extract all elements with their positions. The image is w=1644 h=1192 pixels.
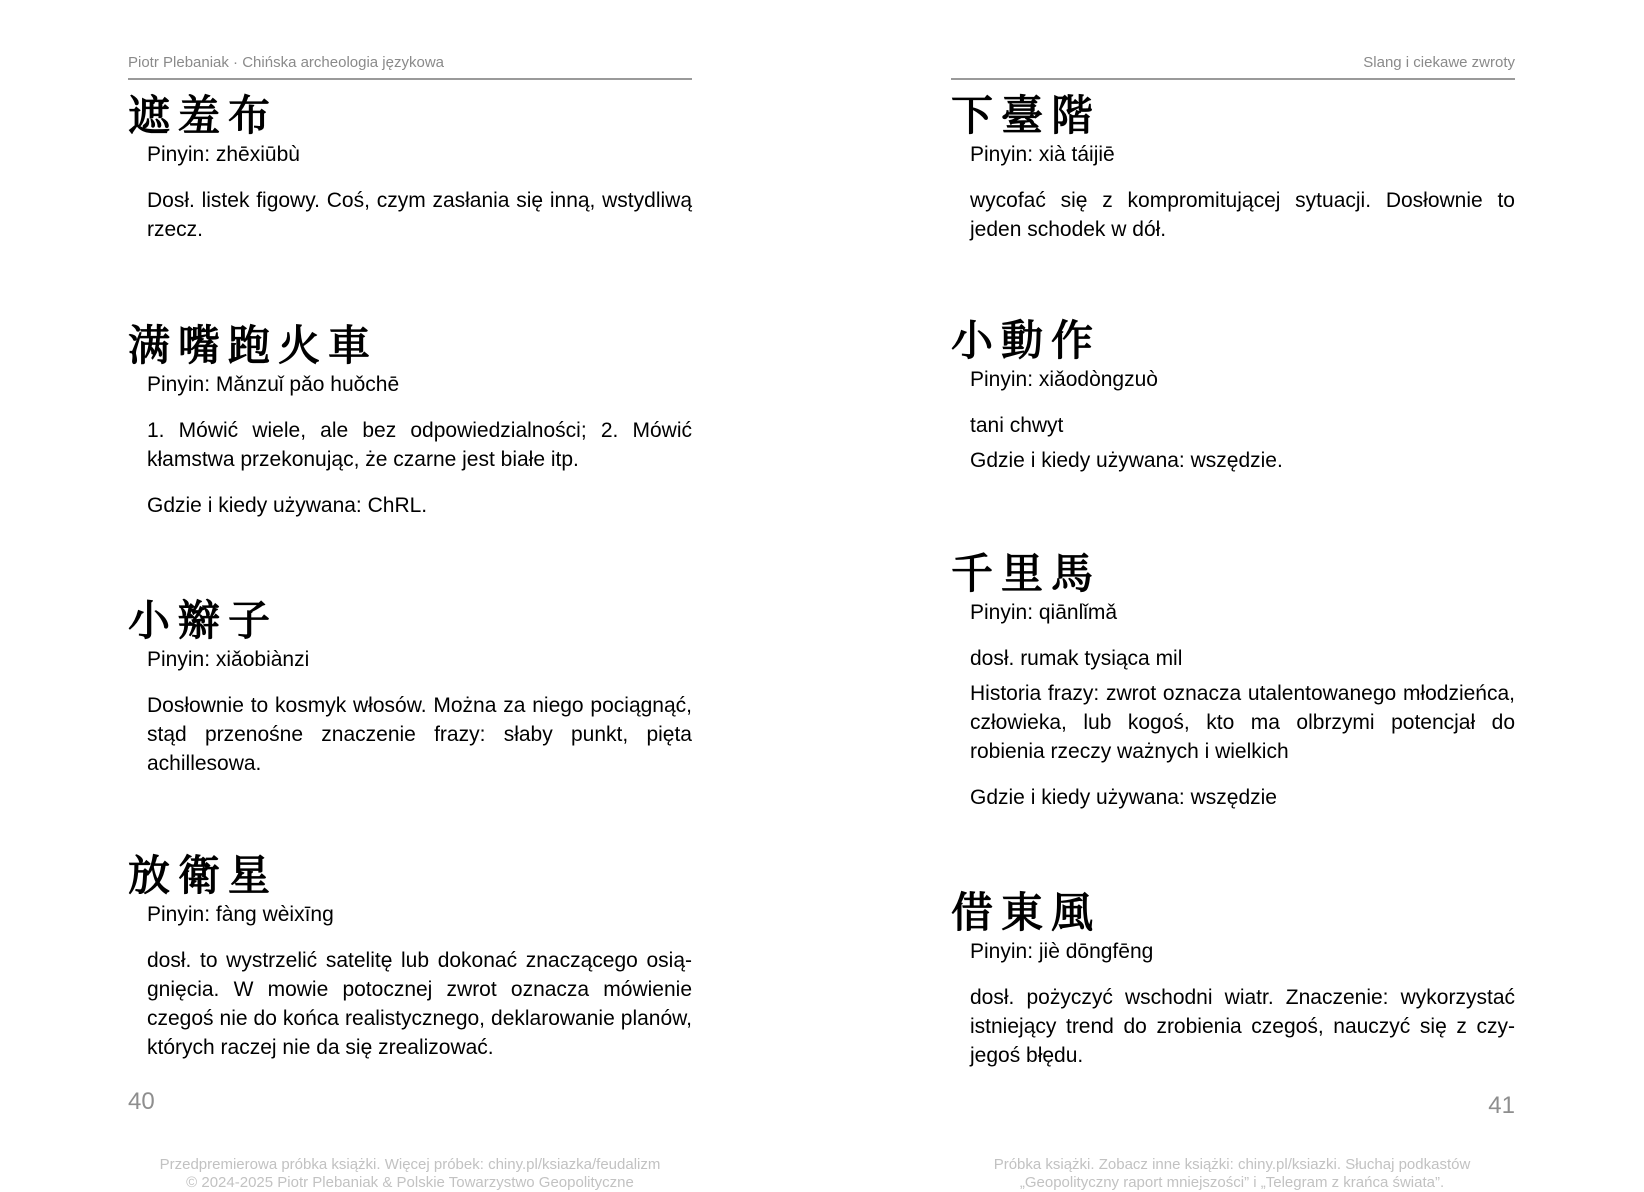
- entry-definition: dosł. to wystrzelić satelitę lub dokonać znaczącego osiągnięcia. W mowie potocznej zwrot oznacza mówienie czegoś nie do końca realistycznego, deklarowanie planów, których raczej nie da się zrealizować.: [147, 949, 692, 1059]
- entry-hanzi: 下臺階: [951, 91, 1102, 140]
- entry-pinyin: Pinyin: qiānlǐmǎ: [970, 601, 1118, 624]
- entry-pinyin: Pinyin: xià táijiē: [970, 143, 1115, 166]
- entry-hanzi: 遮羞布: [128, 91, 279, 140]
- entry-definition: wycofać się z kompromitującej sytuacji. Dosłownie to jeden schodek w dół.: [970, 189, 1515, 241]
- entry-usage: Gdzie i kiedy używana: wszędzie.: [970, 449, 1283, 472]
- footer-line: Próbka książki. Zobacz inne książki: chiny.pl/ksiazki. Słuchaj podkastów: [993, 1156, 1471, 1173]
- header-rule-left: [128, 78, 692, 80]
- footer-notice-left: [100, 1156, 720, 1192]
- entry-definition: Dosłownie to kosmyk włosów. Można za niego pociągnąć, stąd przenośne znaczenie frazy: słaby punkt, pięta achillesowa.: [147, 694, 692, 775]
- entry: [128, 92, 692, 244]
- running-head-left: Piotr Plebaniak · Chińska archeologia językowa: [128, 54, 444, 71]
- entry-usage: Gdzie i kiedy używana: ChRL.: [147, 494, 428, 517]
- entry-definition: Dosł. listek figowy. Coś, czym zasłania się inną, wstydliwą rzecz.: [147, 189, 692, 241]
- entry-hanzi: 小動作: [951, 316, 1102, 365]
- right-page: [822, 0, 1644, 1191]
- footer-line: Przedpremierowa próbka książki. Więcej próbek: chiny.pl/ksiazka/feudalizm: [159, 1156, 661, 1173]
- entry-hanzi: 放衛星: [128, 851, 279, 900]
- footer-notice-right: [932, 1156, 1532, 1192]
- entry: [128, 597, 692, 778]
- entry: [951, 92, 1515, 244]
- entry-hanzi: 满嘴跑火車: [128, 321, 379, 370]
- footer-line: „Geopolityczny raport mniejszości” i „Telegram z krańca świata”.: [1019, 1174, 1445, 1191]
- entry-pinyin: Pinyin: jiè dōngfēng: [970, 940, 1154, 963]
- running-head-right: Slang i ciekawe zwroty: [1363, 54, 1515, 71]
- header-rule-right: [951, 78, 1515, 80]
- entry-pinyin: Pinyin: xiǎodòngzuò: [970, 368, 1158, 391]
- entry: [951, 889, 1515, 1070]
- entry-pinyin: Pinyin: xiǎobiànzi: [147, 648, 310, 671]
- left-page: [0, 0, 822, 1191]
- entry-usage: Gdzie i kiedy używana: wszędzie: [970, 786, 1277, 809]
- entry: [951, 550, 1515, 812]
- entry-pinyin: Pinyin: Mǎnzuǐ pǎo huǒchē: [147, 373, 400, 396]
- entry-hanzi: 借東風: [951, 888, 1102, 937]
- entry: [951, 317, 1515, 475]
- entry-hanzi: 小辮子: [128, 596, 279, 645]
- footer-line: © 2024-2025 Piotr Plebaniak & Polskie Towarzystwo Geopolityczne: [186, 1174, 634, 1191]
- entry: [128, 852, 692, 1062]
- entry-hanzi: 千里馬: [951, 549, 1102, 598]
- page-number: 40: [128, 1088, 155, 1115]
- entry-history: Historia frazy: zwrot oznacza utalentowanego młodzieńca, człowieka, lub kogoś, kto ma olbrzymi potencjał do robienia rzeczy ważnych i wielkich: [970, 682, 1515, 763]
- entry: [128, 322, 692, 520]
- entry-definition: 1. Mówić wiele, ale bez odpowiedzialności; 2. Mówić kłamstwa przekonując, że czarne jest białe itp.: [147, 419, 692, 471]
- entry-pinyin: Pinyin: fàng wèixīng: [147, 903, 334, 926]
- entry-pinyin: Pinyin: zhēxiūbù: [147, 143, 300, 166]
- entry-definition: tani chwyt: [970, 414, 1064, 437]
- entry-definition: dosł. rumak tysiąca mil: [970, 647, 1183, 670]
- entry-definition: dosł. pożyczyć wschodni wiatr. Znaczenie: wykorzystać istniejący trend do zrobienia czegoś, nauczyć się z czyjegoś błędu.: [970, 986, 1515, 1067]
- page-number: 41: [1488, 1092, 1515, 1119]
